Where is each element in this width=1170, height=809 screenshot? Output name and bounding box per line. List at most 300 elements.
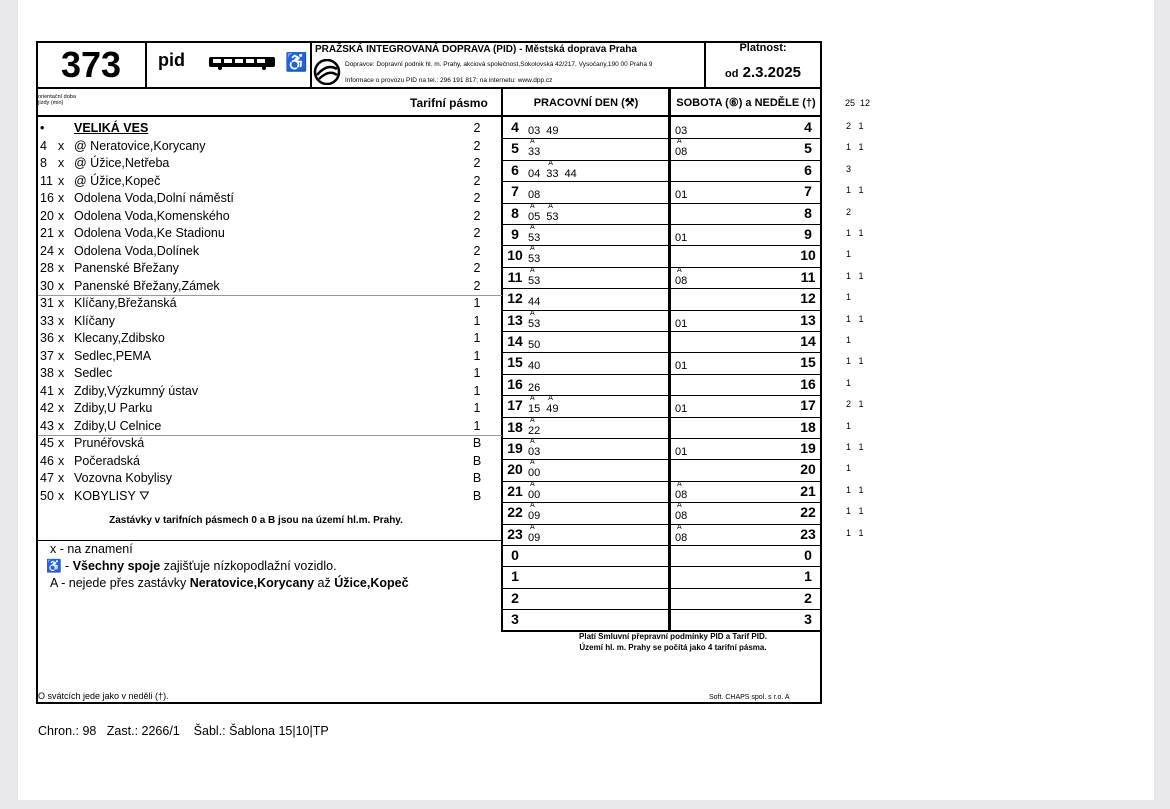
- stop-name: Klecany,Zdibsko: [74, 331, 165, 345]
- stop-name: @ Úžice,Kopeč: [74, 173, 161, 188]
- minute: 53: [528, 232, 541, 244]
- stop-name: Sedlec: [74, 366, 113, 380]
- hour-label: 2: [804, 589, 812, 606]
- on-request-mark: x: [58, 243, 65, 258]
- weekend-header: SOBOTA (⑥) a NEDĚLE (†): [676, 97, 816, 109]
- departure-minutes: [675, 125, 693, 137]
- departure-minutes: [675, 138, 693, 159]
- route-note-mark: A: [677, 502, 682, 510]
- travel-time: 11: [40, 173, 53, 188]
- divider: [38, 115, 820, 117]
- departure-minutes: [528, 480, 546, 501]
- travel-time: 47: [40, 471, 54, 485]
- stop-name: @ Neratovice,Korycany: [74, 138, 206, 153]
- hour-separator: [501, 502, 822, 503]
- route-note-mark: A: [548, 159, 553, 167]
- minute: 03: [675, 125, 688, 137]
- departure-minutes: [675, 480, 693, 501]
- stop-zone: 1: [473, 418, 481, 433]
- route-note-mark: A: [530, 202, 535, 210]
- departure: [528, 296, 540, 308]
- stop-zone: B: [472, 471, 482, 485]
- departure-minutes: [528, 189, 546, 201]
- hour-label: 8: [804, 204, 812, 221]
- minute: 00: [528, 488, 541, 501]
- departure: [675, 318, 687, 330]
- hour-label: 11: [507, 268, 523, 285]
- departure: [528, 459, 541, 480]
- minute: 00: [528, 467, 541, 480]
- stop-zone: 1: [473, 296, 481, 310]
- stop-name: Klíčany,Břežanská: [74, 296, 177, 310]
- stop-name: Odolena Voda,Komenského: [74, 208, 230, 223]
- hour-label: 8: [511, 204, 519, 221]
- hour-label: 23: [507, 525, 523, 542]
- route-note-mark: A: [530, 138, 535, 146]
- minute: 08: [528, 189, 541, 202]
- legend-x: x - na znamení: [50, 542, 133, 556]
- route-note-mark: A: [530, 459, 535, 467]
- departure: [528, 168, 540, 180]
- route-note-mark: A: [548, 202, 553, 210]
- travel-time: 28: [40, 261, 54, 275]
- pid-logo: pid: [158, 50, 185, 70]
- divider: [501, 89, 503, 631]
- stop-zone: B: [472, 453, 482, 468]
- on-request-mark: x: [58, 173, 65, 188]
- bus-icon: [208, 56, 276, 70]
- travel-time: 36: [40, 331, 54, 345]
- departure: [675, 232, 687, 244]
- stop-zone: 2: [473, 138, 481, 153]
- legend-a: A - nejede přes zastávky Neratovice,Korycany až Úžice,Kopeč: [50, 576, 409, 590]
- minute: 01: [675, 403, 688, 416]
- hour-separator: [501, 566, 822, 567]
- hour-label: 16: [800, 375, 816, 392]
- route-note-mark: A: [530, 502, 535, 510]
- minute: 03: [528, 125, 541, 137]
- on-request-mark: x: [58, 418, 65, 433]
- on-request-mark: x: [58, 138, 65, 153]
- stop-name: Vozovna Kobylisy: [74, 471, 172, 485]
- travel-time-label: orientační doba jízdy (min): [38, 94, 76, 106]
- route-note-mark: A: [548, 395, 553, 403]
- on-request-mark: x: [58, 208, 65, 223]
- departure-count: 1: [846, 335, 852, 345]
- departure: [528, 416, 541, 437]
- stop-zone: B: [472, 436, 482, 450]
- minute: 01: [675, 189, 688, 202]
- departure-minutes: [528, 438, 546, 458]
- route-note-mark: A: [677, 480, 682, 488]
- hour-separator: [501, 331, 822, 332]
- departure: [546, 125, 558, 137]
- hour-label: 9: [804, 226, 812, 242]
- hour-label: 15: [800, 354, 816, 371]
- departure-count: 1: [846, 463, 852, 474]
- hour-label: 17: [507, 397, 523, 414]
- divider: [668, 89, 671, 631]
- minute: 04: [528, 167, 541, 180]
- hour-label: 12: [507, 290, 523, 307]
- departure: [675, 266, 688, 287]
- minute: 53: [528, 317, 541, 330]
- hour-label: 9: [511, 226, 519, 242]
- departure-minutes: [675, 266, 693, 287]
- validity-label: Platnost:: [739, 42, 787, 54]
- hour-label: 10: [800, 247, 816, 264]
- departure: [675, 360, 687, 372]
- departure-minutes: [675, 189, 693, 201]
- departure-count: 1 1: [846, 506, 864, 517]
- stop-name: Sedlec,PEMA: [74, 348, 152, 363]
- departure-minutes: [528, 202, 565, 223]
- departure-minutes: [528, 339, 546, 351]
- stop-name: Počeradská: [74, 453, 141, 468]
- on-request-mark: x: [58, 296, 65, 310]
- departure-count: 1 1: [846, 228, 864, 238]
- stop-zone: 2: [473, 278, 481, 293]
- route-note-mark: A: [677, 523, 682, 531]
- departure: [528, 339, 540, 351]
- hour-label: 12: [800, 290, 816, 307]
- stop-name: Odolena Voda,Dolínek: [74, 243, 200, 258]
- divider: [38, 87, 820, 89]
- departure-minutes: [528, 245, 546, 266]
- departure: [528, 189, 540, 201]
- departure: [675, 138, 688, 159]
- footnote: Platí Smluvní přepravní podmínky PID a Tarif PID.: [579, 632, 767, 641]
- departure: [528, 224, 541, 244]
- departure-count: 1 1: [846, 356, 864, 367]
- hour-label: 22: [507, 504, 523, 521]
- holiday-note: O svátcích jede jako v neděli (†).: [38, 691, 169, 701]
- travel-time: 33: [40, 313, 54, 328]
- minute: 26: [528, 381, 541, 394]
- zone-separator: [38, 435, 502, 436]
- stop-zone: 2: [473, 156, 481, 170]
- departure-minutes: [528, 395, 565, 416]
- zone-header: Tarifní pásmo: [410, 96, 488, 110]
- departure-minutes: [675, 446, 693, 458]
- departure-minutes: [675, 403, 693, 415]
- hour-separator: [501, 588, 822, 589]
- departure: [528, 395, 541, 416]
- hour-label: 20: [507, 461, 523, 478]
- stop-zone: 1: [473, 313, 481, 328]
- travel-time: 37: [40, 348, 54, 363]
- stop-zone: 1: [473, 331, 481, 345]
- hour-label: 21: [800, 482, 816, 499]
- validity-date: od 2.3.2025: [724, 64, 801, 81]
- on-request-mark: x: [58, 261, 65, 275]
- stop-zone: 2: [473, 121, 481, 135]
- travel-time: 8: [40, 156, 47, 170]
- route-note-mark: A: [677, 138, 682, 146]
- on-request-mark: x: [58, 488, 65, 503]
- line-number: 373: [60, 44, 122, 85]
- hour-separator: [501, 609, 822, 610]
- hour-label: 5: [804, 140, 812, 157]
- hour-label: 21: [507, 482, 523, 499]
- route-note-mark: A: [530, 309, 535, 317]
- stop-zone: 1: [473, 366, 481, 380]
- hour-label: 4: [511, 119, 519, 135]
- departure: [528, 125, 540, 137]
- minute: 09: [528, 531, 541, 544]
- hour-label: 1: [804, 568, 812, 585]
- departure-minutes: [528, 459, 546, 480]
- hour-label: 6: [511, 161, 519, 178]
- departure: [528, 138, 541, 159]
- zone-separator: [38, 295, 502, 296]
- departure-minutes: [675, 318, 693, 330]
- route-note-mark: A: [677, 266, 682, 274]
- on-request-mark: x: [58, 471, 65, 485]
- stop-name: Zdiby,U Celnice: [74, 418, 162, 433]
- travel-time: 16: [40, 191, 54, 205]
- on-request-mark: x: [58, 313, 65, 328]
- divider: [38, 540, 502, 541]
- departure: [675, 502, 688, 523]
- departure: [528, 245, 541, 266]
- departure: [528, 266, 541, 287]
- hour-label: 7: [804, 183, 812, 200]
- departure-minutes: [675, 360, 693, 372]
- departure-count: 1: [846, 377, 852, 388]
- route-note-mark: A: [530, 224, 535, 231]
- departure-count: 2: [846, 206, 852, 217]
- departure-minutes: [528, 159, 583, 180]
- hour-label: 18: [800, 418, 816, 435]
- travel-time: 50: [40, 488, 54, 503]
- hour-label: 3: [804, 611, 812, 628]
- hour-separator: [501, 288, 822, 289]
- hour-label: 6: [804, 161, 812, 178]
- route-note-mark: A: [530, 438, 535, 445]
- departure: [528, 309, 541, 330]
- departure-minutes: [675, 232, 693, 244]
- departure: [528, 523, 541, 544]
- hour-separator: [501, 438, 822, 439]
- travel-time: 31: [40, 296, 54, 310]
- on-request-mark: x: [58, 401, 65, 415]
- hour-separator: [501, 545, 822, 546]
- stop-name: Prunéřovská: [74, 436, 145, 450]
- departure: [675, 189, 687, 201]
- hour-separator: [501, 224, 822, 225]
- minute: 05: [528, 210, 541, 223]
- departure-minutes: [528, 382, 546, 394]
- hour-separator: [501, 267, 822, 268]
- hour-label: 23: [800, 525, 816, 542]
- hour-label: 16: [507, 375, 523, 392]
- departure-minutes: [675, 523, 693, 544]
- departure-count: 1: [846, 249, 852, 260]
- on-request-mark: x: [58, 156, 65, 170]
- stop-name: Odolena Voda,Dolní náměstí: [74, 191, 234, 205]
- hour-label: 17: [800, 397, 816, 414]
- hour-label: 20: [800, 461, 816, 478]
- hour-label: 13: [507, 311, 523, 328]
- minute: 08: [675, 146, 688, 159]
- footer-info: Chron.: 98 Zast.: 2266/1 Šabl.: Šablona 15|10|TP: [38, 724, 329, 738]
- departure-count: 1: [846, 420, 852, 431]
- stop-zone: 2: [473, 208, 481, 223]
- hour-label: 13: [800, 311, 816, 328]
- on-request-mark: x: [58, 191, 65, 205]
- minute: 15: [528, 403, 541, 416]
- divider: [310, 43, 312, 87]
- hour-label: 19: [507, 440, 523, 456]
- minute: 53: [528, 274, 541, 287]
- hour-label: 7: [511, 183, 519, 200]
- route-note-mark: A: [530, 266, 535, 274]
- minute: 08: [675, 531, 688, 544]
- route-note-mark: A: [530, 245, 535, 253]
- stop-zone: 1: [473, 383, 481, 398]
- operator-info: Dopravce: Dopravní podnik hl. m. Prahy, akciová společnost,Sokolovská 42/217, Vysočany,190 00 Praha 9: [345, 61, 653, 68]
- departure-minutes: [528, 502, 546, 523]
- departure: [675, 446, 687, 458]
- departure: [528, 382, 540, 394]
- departure: [528, 502, 541, 523]
- minute: 03: [528, 446, 541, 458]
- route-note-mark: A: [530, 416, 535, 424]
- minute: 01: [675, 317, 688, 330]
- minute: 33: [528, 146, 541, 159]
- departure-count: 1 1: [846, 270, 864, 281]
- minute: 33: [546, 167, 559, 180]
- stop-name: Odolena Voda,Ke Stadionu: [74, 226, 225, 240]
- on-request-mark: x: [58, 453, 65, 468]
- departure: [546, 159, 559, 180]
- travel-time: 4: [40, 138, 47, 153]
- departure-minutes: [528, 224, 546, 244]
- stop-zone: 1: [473, 348, 481, 363]
- travel-time: 41: [40, 383, 54, 398]
- hour-label: 5: [511, 140, 519, 157]
- hour-label: 15: [507, 354, 523, 371]
- departure-minutes: [528, 309, 546, 330]
- hour-label: 0: [511, 547, 519, 563]
- departure-minutes: [528, 360, 546, 372]
- wheelchair-icon: ♿: [285, 52, 308, 72]
- hour-label: 4: [804, 119, 812, 135]
- departure: [675, 403, 687, 415]
- stop-name: VELIKÁ VES: [74, 121, 149, 135]
- stop-name: Zdiby,U Parku: [74, 401, 153, 415]
- departure-count: 1 1: [846, 484, 864, 495]
- stop-zone: 2: [473, 191, 481, 205]
- hour-label: 11: [800, 268, 816, 285]
- hour-label: 10: [507, 247, 523, 264]
- on-request-mark: x: [58, 331, 65, 345]
- stop-name: @ Úžice,Netřeba: [74, 156, 170, 170]
- route-note-mark: A: [530, 523, 535, 531]
- minute: 40: [528, 360, 541, 373]
- footnote: Území hl. m. Prahy se počítá jako 4 tarifní pásma.: [579, 643, 767, 652]
- travel-time: •: [40, 121, 45, 135]
- on-request-mark: x: [58, 383, 65, 398]
- hour-separator: [501, 374, 822, 375]
- minute: 44: [528, 296, 541, 309]
- departure-minutes: [528, 138, 546, 159]
- minute: 22: [528, 424, 541, 437]
- on-request-mark: x: [58, 436, 65, 450]
- stop-zone: 2: [473, 261, 481, 275]
- hour-label: 22: [800, 504, 816, 521]
- departure-count: 1 1: [846, 442, 864, 452]
- departure-minutes: [675, 502, 693, 523]
- hour-separator: [501, 181, 822, 182]
- stop-name: Klíčany: [74, 313, 115, 328]
- departure-minutes: [528, 296, 546, 308]
- hour-label: 14: [800, 333, 816, 349]
- hour-label: 3: [511, 611, 519, 628]
- minute: 01: [675, 232, 688, 244]
- minute: 53: [528, 253, 541, 266]
- hour-separator: [501, 245, 822, 246]
- departure: [675, 125, 687, 137]
- software-credit: Soft. CHAPS spol. s r.o. A: [709, 694, 790, 701]
- hour-separator: [501, 481, 822, 482]
- minute: 08: [675, 488, 688, 501]
- departure: [565, 168, 577, 180]
- departure-count: 1 1: [846, 185, 864, 196]
- minute: 08: [675, 274, 688, 287]
- hour-separator: [501, 352, 822, 353]
- travel-time: 46: [40, 453, 54, 468]
- stop-name: KOBYLISY ⛛: [74, 488, 150, 503]
- departure: [528, 202, 541, 223]
- departure: [528, 438, 541, 458]
- hour-separator: [501, 138, 822, 139]
- stop-name: Panenské Břežany,Zámek: [74, 278, 220, 293]
- contact-info: Informace o provozu PID na tel.: 296 191 817; na internetu: www.dpp.cz: [345, 77, 553, 84]
- legend-wheelchair: ♿ - Všechny spoje zajišťuje nízkopodlažní vozidlo.: [46, 559, 337, 573]
- route-note-mark: A: [530, 480, 535, 488]
- departure: [675, 523, 688, 544]
- zone-note: Zastávky v tarifních pásmech 0 a B jsou na území hl.m. Prahy.: [109, 515, 403, 526]
- stop-name: Zdiby,Výzkumný ústav: [74, 383, 199, 398]
- departure-minutes: [528, 523, 546, 544]
- hour-separator: [501, 459, 822, 460]
- departure: [528, 360, 540, 372]
- departure-minutes: [528, 125, 565, 137]
- departure-minutes: [528, 266, 546, 287]
- on-request-mark: x: [58, 348, 65, 363]
- count-header: 25 12: [845, 98, 871, 108]
- minute: 49: [546, 125, 559, 137]
- minute: 01: [675, 446, 688, 458]
- departure-count: 3: [846, 163, 852, 174]
- travel-time: 21: [40, 226, 54, 240]
- route-note-mark: A: [530, 395, 535, 403]
- on-request-mark: x: [58, 226, 65, 240]
- minute: 49: [546, 403, 559, 416]
- departure-count: 2 1: [846, 399, 864, 410]
- org-title: PRAŽSKÁ INTEGROVANÁ DOPRAVA (PID) - Městská doprava Praha: [315, 44, 637, 55]
- on-request-mark: x: [58, 366, 65, 380]
- stop-zone: B: [472, 488, 482, 503]
- hour-label: 1: [511, 568, 519, 585]
- weekday-header: PRACOVNÍ DEN (⚒): [533, 97, 639, 109]
- travel-time: 24: [40, 243, 54, 258]
- departure-count: 1 1: [846, 527, 864, 538]
- stop-zone: 2: [473, 226, 481, 240]
- hour-separator: [501, 524, 822, 525]
